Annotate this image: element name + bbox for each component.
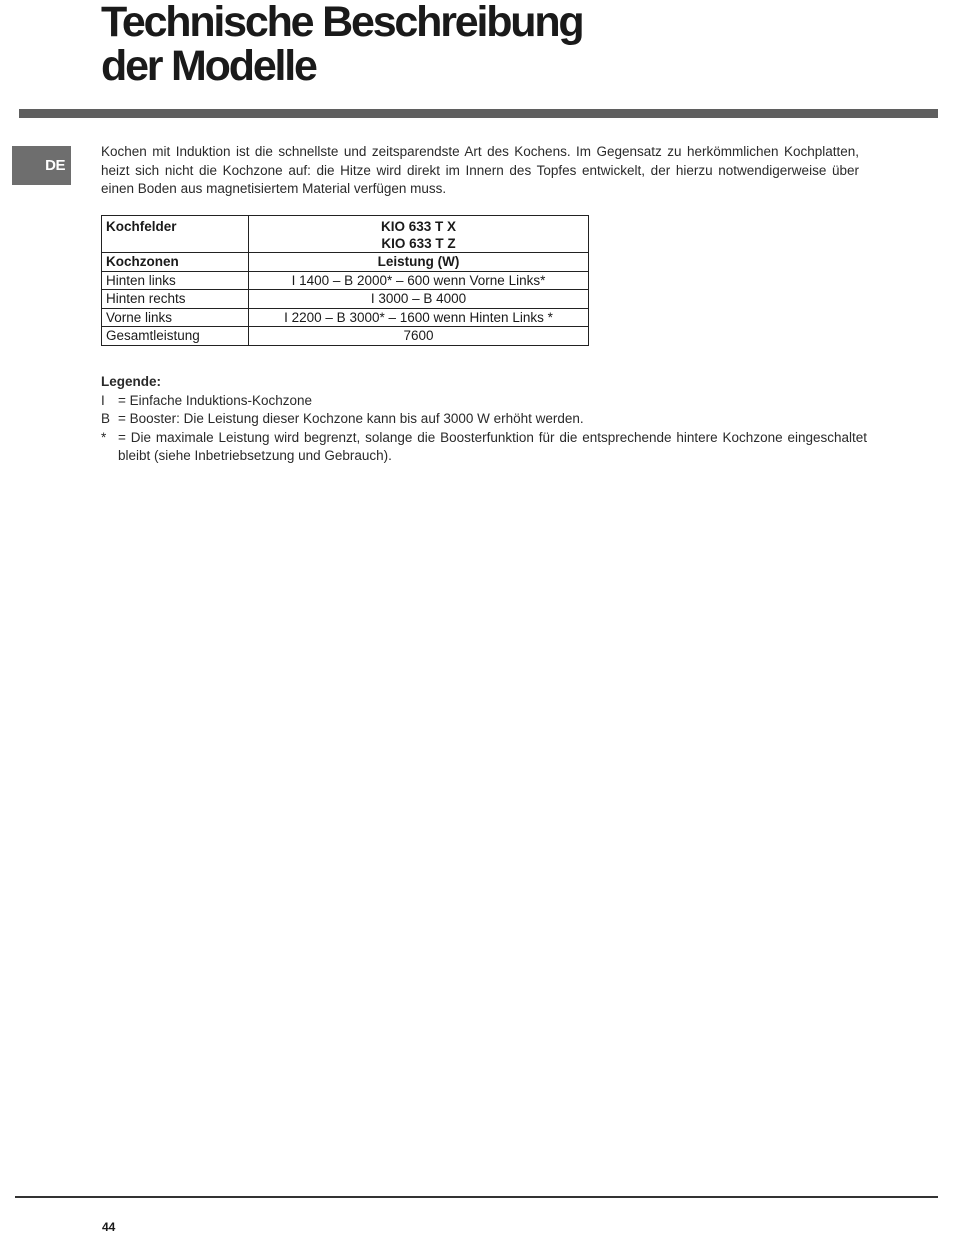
model-name-1: KIO 633 T X [380, 219, 457, 234]
table-cell-label: Hinten rechts [102, 290, 249, 309]
language-tab: DE [12, 146, 71, 185]
table-row [102, 290, 589, 309]
table-cell-value: I 2200 – B 3000* – 1600 wenn Hinten Links * [249, 308, 589, 327]
table-cell-value: I 1400 – B 2000* – 600 wenn Vorne Links* [249, 271, 589, 290]
legend-text: = Die maximale Leistung wird begrenzt, solange die Boosterfunktion für die entsprechende hintere Kochzone eingeschaltet bleibt (siehe Inbetriebsetzung und Gebrauch). [118, 429, 867, 463]
page-number: 44 [102, 1220, 116, 1234]
table-cell-value: 7600 [249, 327, 589, 346]
table-cell-label: Hinten links [102, 271, 249, 290]
legend-title: Legende: [101, 374, 162, 389]
footer-divider [15, 1196, 938, 1198]
legend-symbol: I [101, 392, 105, 408]
table-subheader-row [102, 253, 589, 272]
model-name-2: KIO 633 T Z [381, 236, 456, 251]
table-cell-label: Gesamtleistung [102, 327, 249, 346]
legend-text: = Einfache Induktions-Kochzone [118, 392, 313, 408]
page-title-line2: der Modelle [101, 42, 316, 90]
legend-item [101, 392, 867, 411]
table-header-models [249, 216, 589, 253]
table-subheader-label: Kochzonen [102, 253, 249, 272]
legend [101, 373, 867, 466]
intro-paragraph: Kochen mit Induktion ist die schnellste und zeitsparendste Art des Kochens. Im Gegensatz zu herkömmlichen Kochplatten, heizt sich nicht die Kochzone auf: die Hitze wird direkt im Innern des Topfes entwickelt, der hierzu notwendigerweise über einen Boden aus magnetisiertem Material verfügen muss. [101, 144, 859, 196]
legend-item [101, 410, 867, 429]
table-row [102, 308, 589, 327]
page-title [101, 0, 582, 88]
legend-symbol: * [101, 429, 107, 445]
page-title-line1: Technische Beschreibung [101, 0, 583, 46]
legend-symbol: B [101, 411, 111, 426]
table-header-row [102, 216, 589, 253]
header-divider [19, 109, 938, 118]
table-cell-label: Vorne links [102, 308, 249, 327]
table-header-label: Kochfelder [102, 216, 249, 253]
spec-table [101, 215, 589, 346]
table-row [102, 327, 589, 346]
legend-text: = Booster: Die Leistung dieser Kochzone kann bis auf 3000 W erhöht werden. [118, 411, 584, 426]
legend-item [101, 429, 867, 466]
table-cell-value: I 3000 – B 4000 [249, 290, 589, 309]
table-row [102, 271, 589, 290]
table-subheader-value: Leistung (W) [249, 253, 589, 272]
